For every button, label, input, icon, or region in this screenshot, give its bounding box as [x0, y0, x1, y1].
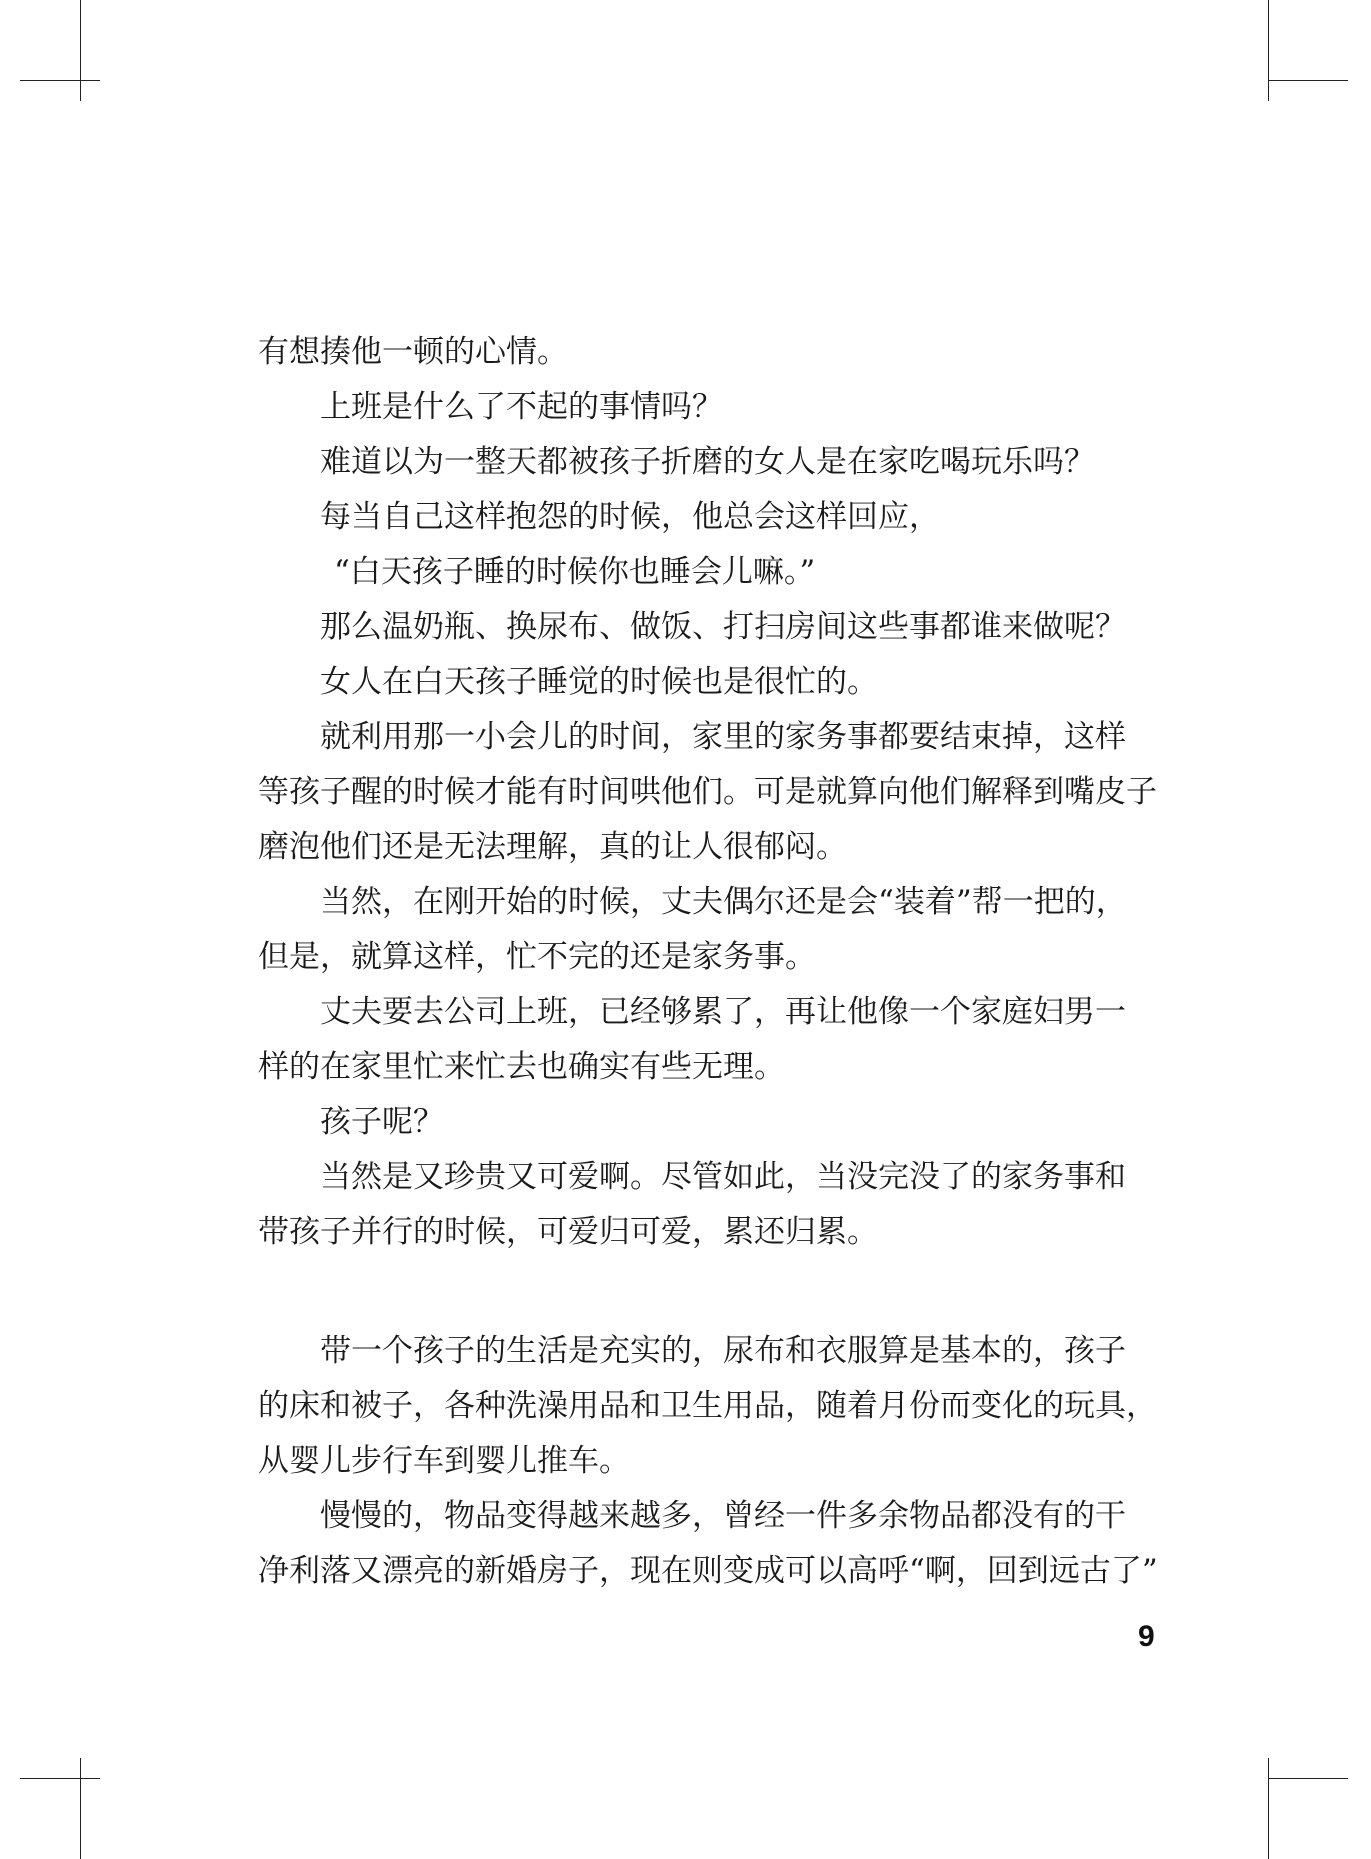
crop-mark-bottom-left-h — [20, 1778, 100, 1779]
text-line: 慢慢的，物品变得越来越多，曾经一件多余物品都没有的干 — [320, 1498, 1126, 1534]
text-line: 难道以为一整天都被孩子折磨的女人是在家吃喝玩乐吗？ — [320, 444, 1095, 480]
text-line: 带一个孩子的生活是充实的，尿布和衣服算是基本的，孩子 — [320, 1333, 1126, 1369]
body-text — [258, 325, 1158, 1599]
text-line: 那么温奶瓶、换尿布、做饭、打扫房间这些事都谁来做呢？ — [320, 609, 1126, 645]
text-line: 上班是什么了不起的事情吗？ — [320, 389, 723, 425]
text-line: 但是，就算这样，忙不完的还是家务事。 — [258, 939, 816, 975]
text-line: 每当自己这样抱怨的时候，他总会这样回应， — [320, 499, 940, 535]
text-line: 有想揍他一顿的心情。 — [258, 334, 568, 370]
crop-mark-bottom-right-v — [1268, 1758, 1269, 1859]
text-line: 等孩子醒的时候才能有时间哄他们。可是就算向他们解释到嘴皮子 — [258, 774, 1157, 810]
text-line: 女人在白天孩子睡觉的时候也是很忙的。 — [320, 664, 878, 700]
crop-mark-top-left-v — [80, 0, 81, 101]
text-line: 样的在家里忙来忙去也确实有些无理。 — [258, 1049, 785, 1085]
crop-mark-top-right-v — [1268, 0, 1269, 101]
text-line: 从婴儿步行车到婴儿推车。 — [258, 1443, 630, 1479]
text-line: 孩子呢？ — [320, 1104, 444, 1140]
text-line: 磨泡他们还是无法理解，真的让人很郁闷。 — [258, 829, 847, 865]
crop-mark-top-right-h — [1268, 80, 1348, 81]
text-line: 带孩子并行的时候，可爱归可爱，累还归累。 — [258, 1214, 878, 1250]
text-line: 当然是又珍贵又可爱啊。尽管如此，当没完没了的家务事和 — [320, 1159, 1126, 1195]
text-line: 的床和被子，各种洗澡用品和卫生用品，随着月份而变化的玩具， — [258, 1388, 1157, 1424]
section-gap — [258, 1260, 1088, 1324]
crop-mark-bottom-left-v — [80, 1758, 81, 1859]
page-number: 9 — [1138, 1620, 1155, 1653]
text-line: 当然，在刚开始的时候，丈夫偶尔还是会“装着”帮一把的， — [320, 884, 1127, 920]
text-line: 丈夫要去公司上班，已经够累了，再让他像一个家庭妇男一 — [320, 994, 1126, 1030]
text-line: “白天孩子睡的时候你也睡会儿嘛。” — [334, 554, 816, 590]
crop-mark-bottom-right-h — [1268, 1778, 1348, 1779]
text-line: 净利落又漂亮的新婚房子，现在则变成可以高呼“啊，回到远古了” — [258, 1553, 1158, 1589]
text-line: 就利用那一小会儿的时间，家里的家务事都要结束掉，这样 — [320, 719, 1126, 755]
crop-mark-top-left-h — [20, 80, 100, 81]
